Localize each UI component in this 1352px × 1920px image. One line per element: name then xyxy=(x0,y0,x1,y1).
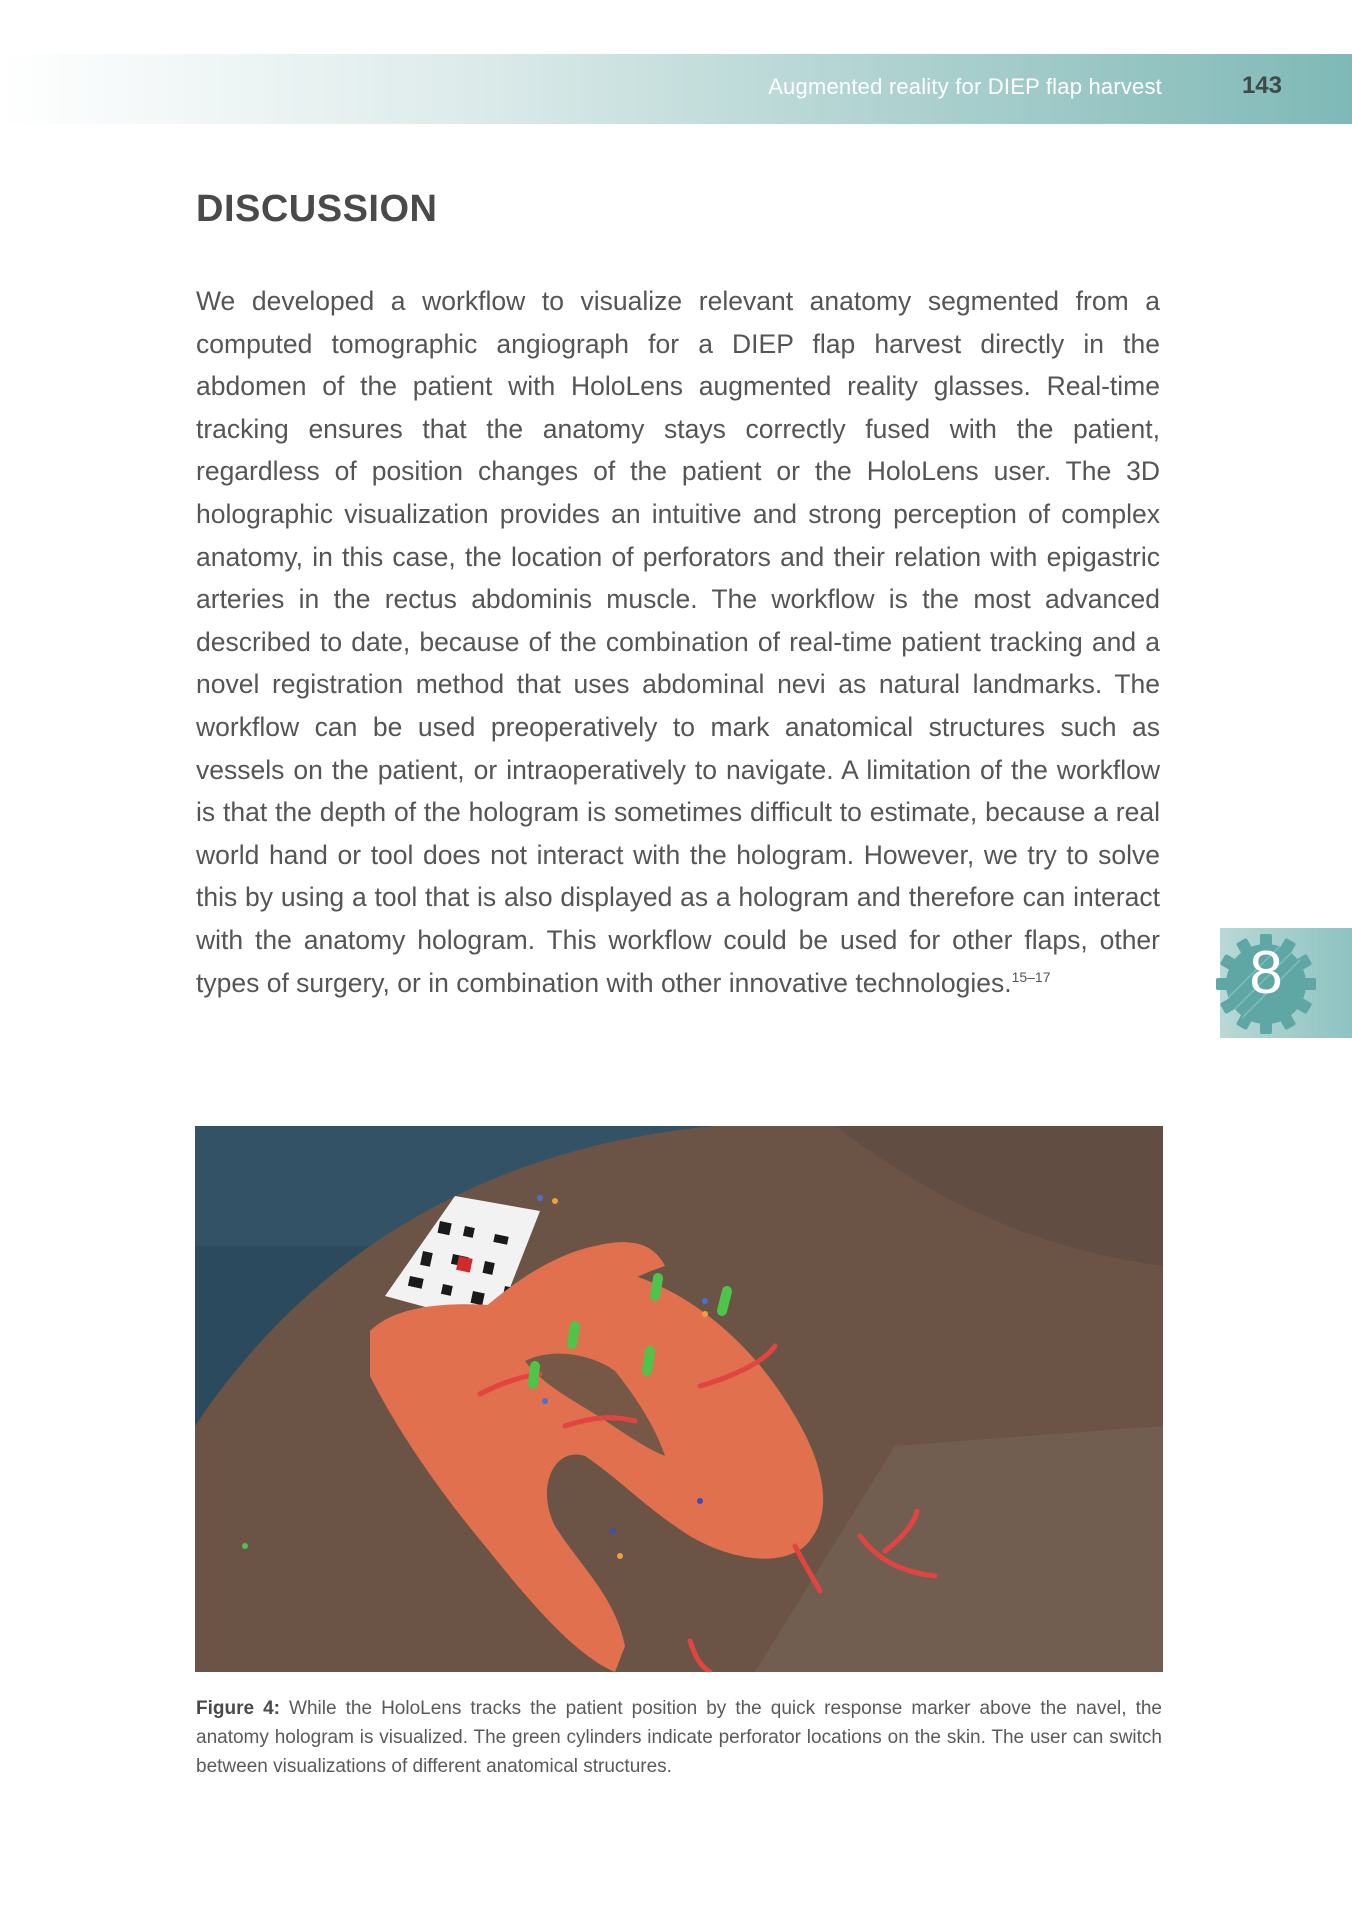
running-title: Augmented reality for DIEP flap harvest xyxy=(768,74,1162,99)
page-number: 143 xyxy=(1241,72,1282,99)
discussion-paragraph xyxy=(196,280,1160,1004)
section-heading: DISCUSSION xyxy=(196,188,438,230)
figure-caption xyxy=(196,1694,1162,1781)
figure-caption-label: Figure 4: xyxy=(196,1698,280,1719)
discussion-text: We developed a workflow to visualize relevant anatomy segmented from a computed tomographic angiograph for a DIEP flap harvest directly in the abdomen of the patient with HoloLens augmented reality glasses. Real-time tracking ensures that the anatomy stays correctly fused with the patient, regardless of position changes of the patient or the HoloLens user. The 3D holographic visualization provides an intuitive and strong perception of complex anatomy, in this case, the location of perforators and their relation with epigastric arteries in the rectus abdominis muscle. The workflow is the most advanced described to date, because of the combination of real-time patient tracking and a novel registration method that uses abdominal nevi as natural landmarks. The workflow can be used preoperatively to mark anatomical structures such as vessels on the patient, or intraoperatively to navigate. A limitation of the workflow is that the depth of the hologram is sometimes difficult to estimate, because a real world hand or tool does not interact with the hologram. However, we try to solve this by using a tool that is also displayed as a hologram and therefore can interact with the anatomy hologram. This workflow could be used for other flaps, other types of surgery, or in combination with other innovative technologies. xyxy=(196,286,1160,998)
figure-caption-text: While the HoloLens tracks the patient position by the quick response marker above the navel, the anatomy hologram is visualized. The green cylinders indicate perforator locations on the skin. The user can switch between visualizations of different anatomical structures. xyxy=(196,1698,1162,1777)
chapter-number: 8 xyxy=(1249,939,1283,1006)
figure-4-image xyxy=(195,1126,1163,1672)
citation-superscript: 15–17 xyxy=(1011,968,1051,985)
